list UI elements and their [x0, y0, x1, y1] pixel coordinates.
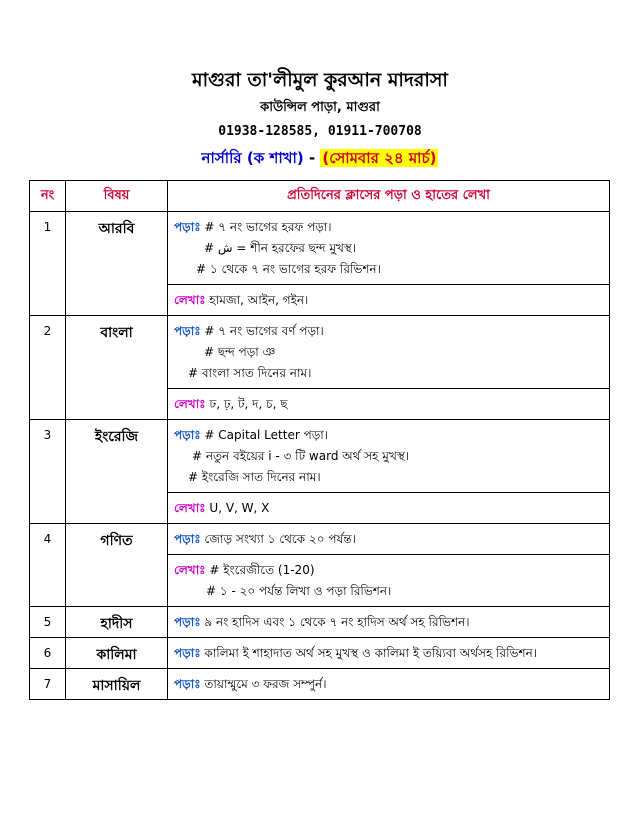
reading-cell [168, 607, 610, 638]
write-label: লেখাঃ [174, 293, 206, 307]
document-header [0, 66, 640, 170]
row-number: 2 [30, 316, 66, 420]
writing-cell [168, 285, 610, 316]
reading-cell [168, 420, 610, 493]
class-separator: - [303, 149, 321, 167]
read-label: পড়াঃ [174, 220, 201, 234]
reading-cell [168, 212, 610, 285]
writing-line: # ১ - ২০ পর্যন্ত লিখা ও পড়া রিভিশন। [206, 584, 392, 598]
writing-cell [168, 555, 610, 607]
subject-name: গণিত [66, 524, 168, 607]
row-number: 6 [30, 638, 66, 669]
table-row [30, 212, 610, 285]
reading-line: # ش = শীন হরফের ছন্দ মুখস্থ। [204, 241, 357, 255]
madrasa-address: কাউন্সিল পাড়া, মাগুরা [260, 100, 380, 115]
reading-cell [168, 638, 610, 669]
read-label: পড়াঃ [174, 532, 201, 546]
read-label: পড়াঃ [174, 324, 201, 338]
writing-line: হামজা, আইন, গইন। [209, 293, 309, 307]
read-label: পড়াঃ [174, 646, 201, 660]
table-header-row [30, 181, 610, 212]
table-row [30, 638, 610, 669]
reading-line: # বাংলা সাত দিনের নাম। [188, 366, 312, 380]
reading-line: কালিমা ই শাহাদাত অর্থ সহ মুখস্থ ও কালিমা ই তয়্যিবা অর্থসহ রিভিশন। [204, 646, 538, 660]
row-number: 7 [30, 669, 66, 700]
read-label: পড়াঃ [174, 615, 201, 629]
header-content: প্রতিদিনের ক্লাসের পড়া ও হাতের লেখা [168, 181, 610, 212]
reading-line: ৯ নং হাদিস এবং ১ থেকে ৭ নং হাদিস অর্থ সহ রিভিশন। [204, 615, 470, 629]
writing-line: ঢ, ঢ়, ট, দ, চ, ছ [209, 397, 288, 411]
subject-name: ইংরেজি [66, 420, 168, 524]
phone-numbers: 01938-128585, 01911-700708 [218, 124, 422, 139]
subject-name: বাংলা [66, 316, 168, 420]
write-label: লেখাঃ [174, 397, 206, 411]
reading-line: তায়াম্মুমে ৩ ফরজ সম্পুর্ন। [204, 677, 327, 691]
reading-line: # ৭ নং ভাগের হরফ পড়া। [204, 220, 332, 234]
subject-name: হাদীস [66, 607, 168, 638]
routine-table [29, 180, 610, 700]
table-row [30, 607, 610, 638]
write-label: লেখাঃ [174, 501, 206, 515]
reading-cell [168, 316, 610, 389]
table-row [30, 669, 610, 700]
writing-line: U, V, W, X [209, 501, 270, 515]
reading-line: # ইংরেজি সাত দিনের নাম। [188, 470, 321, 484]
subject-name: আরবি [66, 212, 168, 316]
read-label: পড়াঃ [174, 677, 201, 691]
subject-name: মাসায়িল [66, 669, 168, 700]
row-number: 1 [30, 212, 66, 316]
table-row [30, 316, 610, 389]
class-name: নার্সারি (ক শাখা) [201, 149, 304, 167]
header-subject: বিষয় [66, 181, 168, 212]
row-number: 5 [30, 607, 66, 638]
reading-line: # নতুন বইয়ের i - ৩ টি ward অর্থ সহ মুখস্থ। [192, 449, 410, 463]
reading-cell [168, 524, 610, 555]
subject-name: কালিমা [66, 638, 168, 669]
writing-cell [168, 389, 610, 420]
madrasa-title: মাগুরা তা'লীমুল কুরআন মাদরাসা [192, 69, 448, 91]
table-row [30, 524, 610, 555]
reading-line: জোড় সংখ্যা ১ থেকে ২০ পর্যন্ত। [204, 532, 356, 546]
header-no: নং [30, 181, 66, 212]
reading-line: # ৭ নং ভাগের বর্ণ পড়া। [204, 324, 324, 338]
table-row [30, 420, 610, 493]
row-number: 3 [30, 420, 66, 524]
reading-line: # ছন্দ পড়া ঞ [204, 345, 276, 359]
reading-line: # ১ থেকে ৭ নং ভাগের হরফ রিভিশন। [196, 262, 381, 276]
class-line [0, 146, 640, 170]
row-number: 4 [30, 524, 66, 607]
day-date: (সোমবার ২৪ মার্চ) [322, 149, 437, 167]
reading-cell [168, 669, 610, 700]
reading-line: # Capital Letter পড়া। [204, 428, 329, 442]
write-label: লেখাঃ [174, 563, 206, 577]
writing-cell [168, 493, 610, 524]
writing-line: # ইংরেজীতে (1-20) [209, 563, 315, 577]
read-label: পড়াঃ [174, 428, 201, 442]
